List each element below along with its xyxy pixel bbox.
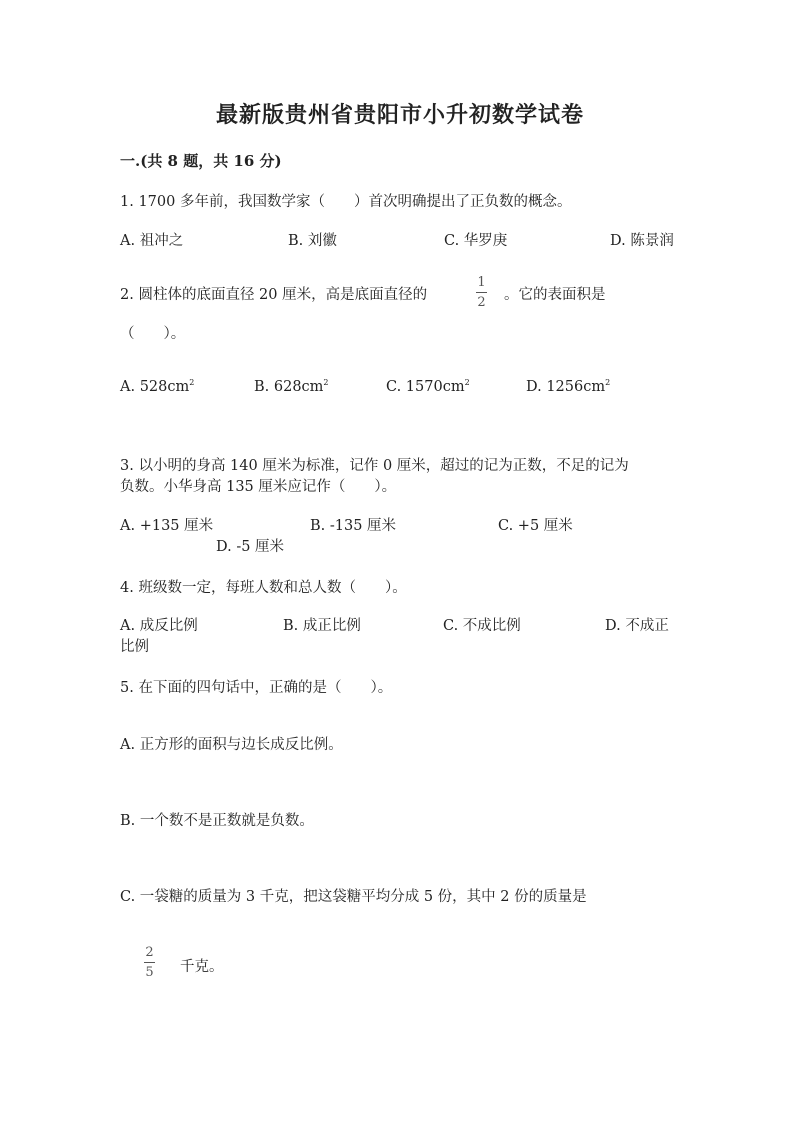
question-4-option-d-wrap: 比例 (120, 639, 149, 655)
question-3-option-d: D. -5 厘米 (216, 539, 285, 555)
question-2-option-a: A. $528cm^2$ (120, 378, 195, 395)
question-4-option-b: B. 成正比例 (283, 618, 361, 634)
question-3-option-b: B. -135 厘米 (310, 518, 397, 534)
question-5-stem: 5. 在下面的四句话中，正确的是（ ）。 (120, 680, 393, 696)
question-4-option-a: A. 成反比例 (120, 618, 198, 634)
question-4-option-c: C. 不成比例 (443, 618, 521, 634)
question-2-option-b: B. $628cm^2$ (254, 378, 329, 395)
question-5-option-c-tail: 千克。 (180, 959, 224, 975)
question-5-fraction (144, 946, 155, 979)
fraction-numerator: 2 (145, 945, 154, 960)
page-title: 最新版贵州省贵阳市小升初数学试卷 (215, 102, 584, 128)
question-1-option-a: A. 祖冲之 (120, 233, 184, 249)
question-1-option-b: B. 刘徽 (288, 233, 337, 249)
question-4-option-d: D. 不成正 (605, 618, 669, 634)
question-3-option-c: C. +5 厘米 (498, 518, 573, 534)
question-2-stem: 2. 圆柱体的底面直径 20 厘米，高是底面直径的 (120, 287, 428, 303)
section-heading: 一.(共 8 题，共 16 分) (120, 152, 282, 170)
question-3-stem-line1: 3. 以小明的身高 140 厘米为标准，记作 0 厘米，超过的记为正数，不足的记为 (120, 458, 629, 474)
question-1-stem: 1. 1700 多年前，我国数学家（ ）首次明确提出了正负数的概念。 (120, 194, 572, 210)
question-2-answer-blank: （ ）。 (120, 326, 186, 342)
fraction-bar (144, 962, 155, 963)
fraction-denominator: 2 (477, 295, 486, 310)
question-5-option-b: B. 一个数不是正数就是负数。 (120, 813, 314, 829)
question-5-option-c: C. 一袋糖的质量为 3 千克，把这袋糖平均分成 5 份，其中 2 份的质量是 (120, 889, 587, 905)
question-2-option-c: C. $1570cm^2$ (386, 378, 470, 395)
question-2-option-d: D. $1256cm^2$ (526, 378, 611, 395)
question-1-option-d: D. 陈景润 (610, 233, 674, 249)
fraction-denominator: 5 (145, 965, 154, 980)
question-3-stem-line2: 负数。小华身高 135 厘米应记作（ ）。 (120, 479, 397, 495)
question-3-option-a: A. +135 厘米 (120, 518, 214, 534)
question-2-stem-tail: 。它的表面积是 (504, 287, 606, 303)
fraction-bar (476, 292, 487, 293)
question-4-stem: 4. 班级数一定，每班人数和总人数（ ）。 (120, 580, 407, 596)
question-5-option-a: A. 正方形的面积与边长成反比例。 (120, 737, 343, 753)
question-1-option-c: C. 华罗庚 (444, 233, 508, 249)
question-2-fraction (476, 276, 487, 309)
fraction-numerator: 1 (477, 275, 486, 290)
